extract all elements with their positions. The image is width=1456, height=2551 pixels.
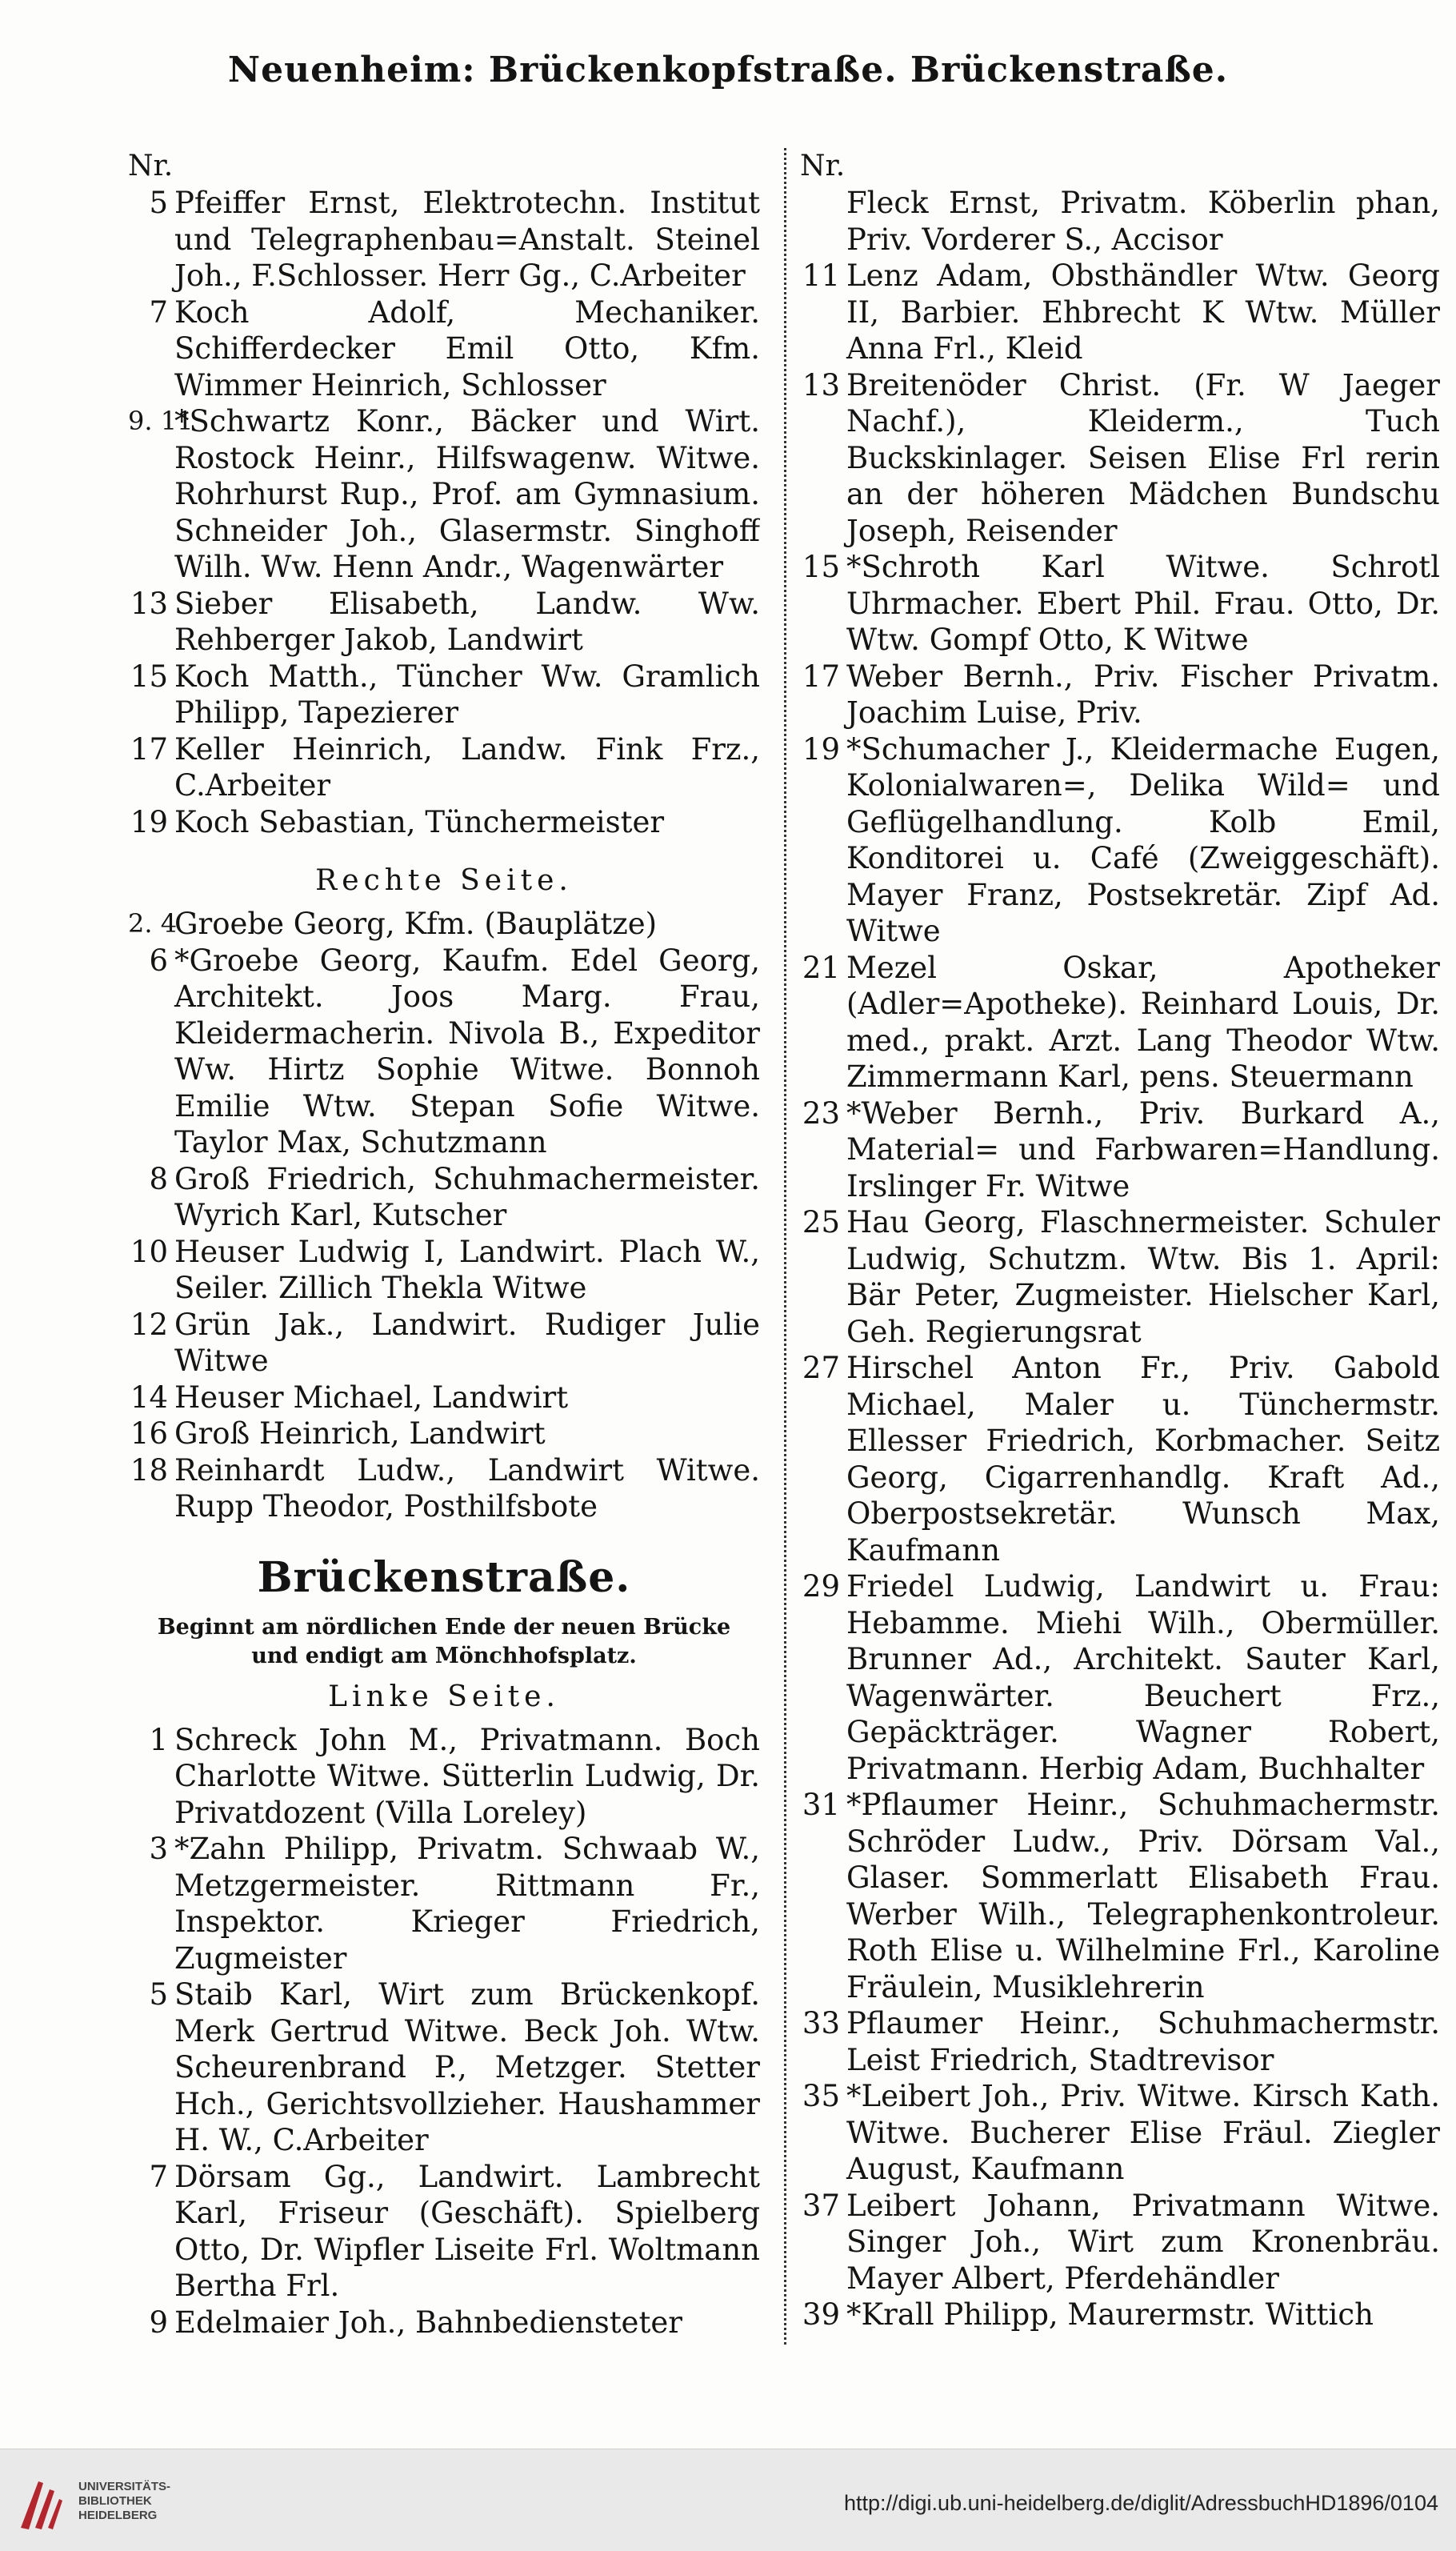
- library-logo-icon: [14, 2472, 66, 2536]
- resident-listing: Heuser Michael, Landwirt: [174, 1380, 569, 1415]
- house-number: 5: [149, 1977, 168, 2012]
- directory-entry: [800, 2188, 1440, 2297]
- directory-entry: [800, 2297, 1440, 2333]
- resident-listing: Koch Sebastian, Tünchermeister: [174, 804, 665, 839]
- resident-listing: Heuser Ludwig I, Landwirt. Plach W., Seiler. Zillich Thekla Witwe: [174, 1234, 760, 1305]
- resident-listing: Schreck John M., Privatmann. Boch Charlotte Witwe. Sütterlin Ludwig, Dr. Privatdozent (Villa Loreley): [174, 1722, 760, 1830]
- resident-listing: Breitenöder Christ. (Fr. W Jaeger Nachf.), Kleiderm., Tuch Buckskinlager. Seisen Elise Frl rerin an der höheren Mädchen Bundschu Joseph, Reisender: [846, 367, 1440, 548]
- resident-listing: Reinhardt Ludw., Landwirt Witwe. Rupp Theodor, Posthilfsbote: [174, 1452, 760, 1524]
- directory-entry: [128, 2305, 760, 2341]
- directory-entry: [128, 1161, 760, 1234]
- house-number: 6: [149, 943, 168, 978]
- house-number: 21: [802, 950, 840, 985]
- section-heading-linke-seite: Linke Seite.: [328, 1680, 560, 1713]
- house-number: 25: [802, 1205, 840, 1239]
- directory-entry: [128, 1831, 760, 1976]
- resident-listing: Mezel Oskar, Apotheker (Adler=Apotheke). Reinhard Louis, Dr. med., prakt. Arzt. Lang Theodor Wtw. Zimmermann Karl, pens. Steuermann: [846, 950, 1440, 1094]
- house-number: 9: [149, 2305, 168, 2340]
- house-number: 3: [149, 1832, 168, 1866]
- resident-listing: *Groebe Georg, Kaufm. Edel Georg, Architekt. Joos Marg. Frau, Kleidermacherin. Nivola B., Expeditor Ww. Hirtz Sophie Witwe. Bonnoh Emilie Wtw. Stepan Sofie Witwe. Taylor Max, Schutzmann: [174, 943, 760, 1159]
- resident-listing: Lenz Adam, Obsthändler Wtw. Georg II, Barbier. Ehbrecht K Wtw. Müller Anna Frl., Kleid: [846, 258, 1440, 366]
- column-divider: [784, 148, 786, 2345]
- house-number: 11: [802, 258, 840, 293]
- directory-entry: [128, 804, 760, 841]
- directory-entry: [800, 1568, 1440, 1787]
- nr-label: Nr.: [800, 150, 846, 182]
- street-description: Beginnt am nördlichen Ende der neuen Brücke und endigt am Mönchhofsplatz.: [157, 1614, 731, 1668]
- resident-listing: *Leibert Joh., Priv. Witwe. Kirsch Kath. Witwe. Bucherer Elise Fräul. Ziegler August, Kaufmann: [846, 2079, 1440, 2186]
- house-number: 27: [802, 1351, 840, 1385]
- logo-line: UNIVERSITÄTS-: [78, 2480, 171, 2493]
- directory-entry: [800, 1204, 1440, 1350]
- directory-entry: [800, 1787, 1440, 2005]
- entry-list: [128, 1722, 760, 2341]
- directory-entry: [800, 950, 1440, 1095]
- house-number: 35: [802, 2079, 840, 2113]
- directory-entry: [128, 1452, 760, 1525]
- house-number: 15: [802, 550, 840, 584]
- house-number: 16: [130, 1416, 168, 1451]
- resident-listing: *Weber Bernh., Priv. Burkard A., Material= und Farbwaren=Handlung. Irslinger Fr. Witwe: [846, 1095, 1440, 1203]
- resident-listing: *Schumacher J., Kleidermache Eugen, Kolonialwaren=, Delika Wild= und Geflügelhandlung. Kolb Emil, Konditorei u. Café (Zweiggeschäft). Mayer Franz, Postsekretär. Zipf Ad. Witwe: [846, 731, 1440, 948]
- resident-listing: Fleck Ernst, Privatm. Köberlin phan, Priv. Vorderer S., Accisor: [846, 186, 1440, 257]
- house-number: 9. 11: [128, 406, 194, 436]
- directory-entry: [128, 586, 760, 659]
- left-column: [128, 148, 760, 2345]
- house-number: 13: [130, 586, 168, 621]
- resident-listing: Koch Matth., Tüncher Ww. Gramlich Philipp, Tapezierer: [174, 659, 760, 730]
- resident-listing: *Zahn Philipp, Privatm. Schwaab W., Metzgermeister. Rittmann Fr., Inspektor. Krieger Friedrich, Zugmeister: [174, 1832, 760, 1976]
- directory-entry: [800, 731, 1440, 950]
- right-column: [800, 148, 1440, 2345]
- resident-listing: Groß Friedrich, Schuhmachermeister. Wyrich Karl, Kutscher: [174, 1161, 760, 1232]
- directory-entry: [800, 367, 1440, 550]
- directory-entry: [128, 659, 760, 731]
- directory-entry: [128, 403, 760, 586]
- resident-listing: *Schroth Karl Witwe. Schrotl Uhrmacher. Ebert Phil. Frau. Otto, Dr. Wtw. Gompf Otto, K Witwe: [846, 550, 1440, 657]
- house-number: 10: [130, 1234, 168, 1269]
- resident-listing: Staib Karl, Wirt zum Brückenkopf. Merk Gertrud Witwe. Beck Joh. Wtw. Scheurenbrand P., Metzger. Stetter Hch., Gerichtsvollzieher. Haushammer H. W., C.Arbeiter: [174, 1977, 760, 2157]
- house-number: 7: [149, 2159, 168, 2194]
- resident-listing: Koch Adolf, Mechaniker. Schifferdecker Emil Otto, Kfm. Wimmer Heinrich, Schlosser: [174, 294, 760, 402]
- resident-listing: Dörsam Gg., Landwirt. Lambrecht Karl, Friseur (Geschäft). Spielberg Otto, Dr. Wipfler Liseite Frl. Woltmann Bertha Frl.: [174, 2159, 760, 2303]
- resident-listing: *Krall Philipp, Maurermstr. Wittich: [846, 2297, 1374, 2332]
- nr-label: Nr.: [128, 150, 174, 182]
- house-number: 2. 4: [128, 908, 178, 939]
- page-title: Neuenheim: Brückenkopfstraße. Brückenstraße.: [227, 50, 1229, 90]
- resident-listing: Leibert Johann, Privatmann Witwe. Singer Joh., Wirt zum Kronenbräu. Mayer Albert, Pferdehändler: [846, 2188, 1440, 2296]
- house-number: 12: [130, 1307, 168, 1342]
- resident-listing: Keller Heinrich, Landw. Fink Frz., C.Arbeiter: [174, 731, 760, 803]
- resident-listing: Friedel Ludwig, Landwirt u. Frau: Hebamme. Miehi Wilh., Obermüller. Brunner Ad., Architekt. Sauter Karl, Wagenwärter. Beuchert Frz., Gepäckträger. Wagner Robert, Privatmann. Herbig Adam, Buchhalter: [846, 1569, 1440, 1786]
- house-number: 29: [802, 1569, 840, 1604]
- directory-entry: [800, 2005, 1440, 2078]
- directory-entry: [800, 1350, 1440, 1568]
- directory-entry: [800, 659, 1440, 731]
- directory-entry: [128, 731, 760, 804]
- house-number: 14: [130, 1380, 168, 1415]
- entry-list: [128, 906, 760, 1525]
- logo-line: HEIDELBERG: [78, 2509, 158, 2522]
- resident-listing: Edelmaier Joh., Bahnbediensteter: [174, 2305, 682, 2340]
- resident-listing: Pfeiffer Ernst, Elektrotechn. Institut und Telegraphenbau=Anstalt. Steinel Joh., F.Schlosser. Herr Gg., C.Arbeiter: [174, 186, 760, 293]
- house-number: 8: [149, 1161, 168, 1196]
- directory-entry: [800, 185, 1440, 258]
- house-number: 31: [802, 1788, 840, 1822]
- directory-entry: [128, 1722, 760, 1832]
- directory-entry: [800, 549, 1440, 659]
- house-number: 18: [130, 1452, 168, 1488]
- directory-entry: [128, 1234, 760, 1307]
- house-number: 19: [130, 804, 168, 839]
- section-heading-rechte-seite: Rechte Seite.: [315, 864, 573, 897]
- house-number: [800, 185, 846, 258]
- resident-listing: Hirschel Anton Fr., Priv. Gabold Michael, Maler u. Tünchermstr. Ellesser Friedrich, Korbmacher. Seitz Georg, Cigarrenhandlg. Kraft Ad., Oberpostsekretär. Wunsch Max, Kaufmann: [846, 1351, 1440, 1568]
- resident-listing: Groebe Georg, Kfm. (Bauplätze): [174, 907, 658, 941]
- directory-entry: [128, 1380, 760, 1416]
- street-title: Brückenstraße.: [257, 1552, 631, 1602]
- house-number: 5: [149, 186, 168, 220]
- resident-listing: Groß Heinrich, Landwirt: [174, 1416, 546, 1451]
- entry-list: [128, 185, 760, 840]
- house-number: 15: [130, 659, 168, 694]
- resident-listing: *Pflaumer Heinr., Schuhmachermstr. Schröder Ludw., Priv. Dörsam Val., Glaser. Sommerlatt Elisabeth Frau. Werber Wilh., Telegraphenkontroleur. Roth Elise u. Wilhelmine Frl., Karoline Fräulein, Musiklehrerin: [846, 1788, 1440, 2004]
- house-number: 7: [149, 294, 168, 330]
- house-number: 13: [802, 367, 840, 402]
- house-number: 17: [802, 659, 840, 694]
- directory-entry: [800, 1095, 1440, 1205]
- directory-entry: [800, 2078, 1440, 2188]
- directory-entry: [128, 294, 760, 404]
- directory-entry: [128, 2159, 760, 2305]
- directory-entry: [128, 1976, 760, 2159]
- resident-listing: Pflaumer Heinr., Schuhmachermstr. Leist Friedrich, Stadtrevisor: [846, 2006, 1440, 2077]
- directory-entry: [800, 258, 1440, 367]
- footer-bar: [0, 2449, 1456, 2551]
- logo-line: BIBLIOTHEK: [78, 2494, 152, 2508]
- house-number: 23: [802, 1095, 840, 1131]
- house-number: 39: [802, 2297, 840, 2332]
- directory-entry: [128, 185, 760, 294]
- directory-entry: [128, 906, 760, 943]
- resident-listing: Sieber Elisabeth, Landw. Ww. Rehberger Jakob, Landwirt: [174, 586, 760, 657]
- source-url-link[interactable]: http://digi.ub.uni-heidelberg.de/diglit/AdressbuchHD1896/0104: [843, 2491, 1438, 2515]
- house-number: 19: [802, 731, 840, 767]
- resident-listing: Grün Jak., Landwirt. Rudiger Julie Witwe: [174, 1307, 760, 1378]
- resident-listing: Hau Georg, Flaschnermeister. Schuler Ludwig, Schutzm. Wtw. Bis 1. April: Bär Peter, Zugmeister. Hielscher Karl, Geh. Regierungsrat: [846, 1205, 1440, 1349]
- entry-list: [800, 185, 1440, 2333]
- directory-entry: [128, 1307, 760, 1380]
- library-logo-text: [78, 2480, 170, 2523]
- resident-listing: *Schwartz Konr., Bäcker und Wirt. Rostock Heinr., Hilfswagenw. Witwe. Rohrhurst Rup., Prof. am Gymnasium. Schneider Joh., Glasermstr. Singhoff Wilh. Ww. Henn Andr., Wagenwärter: [174, 404, 760, 584]
- house-number: 1: [149, 1722, 168, 1757]
- house-number: 17: [130, 731, 168, 767]
- directory-entry: [128, 1416, 760, 1452]
- house-number: 33: [802, 2006, 840, 2040]
- directory-entry: [128, 943, 760, 1161]
- house-number: 37: [802, 2188, 840, 2223]
- resident-listing: Weber Bernh., Priv. Fischer Privatm. Joachim Luise, Priv.: [846, 659, 1440, 730]
